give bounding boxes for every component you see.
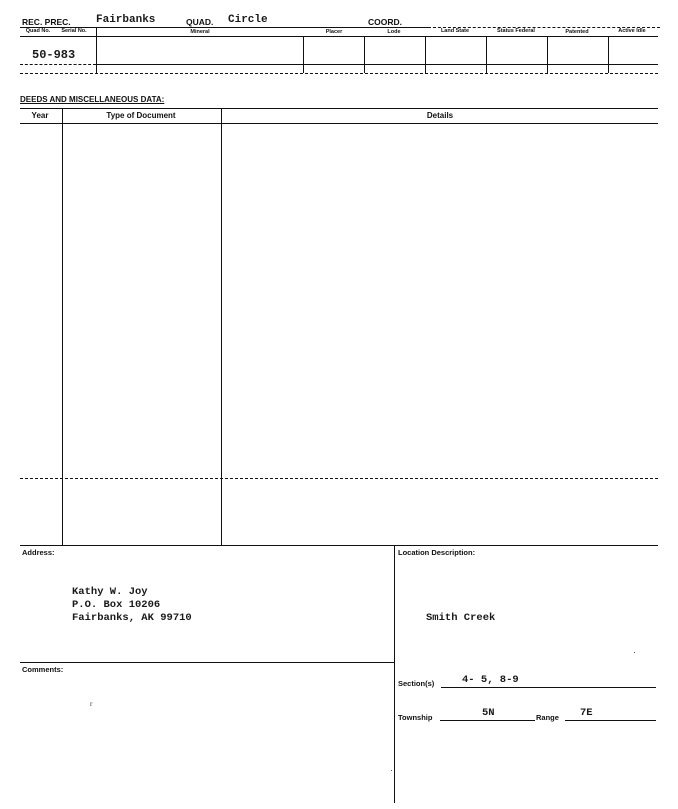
top-table-divider: [364, 36, 365, 73]
col-header-quad-no: Quad No.: [25, 28, 51, 34]
top-table-divider: [303, 36, 304, 73]
top-table-header-rule: [20, 36, 658, 37]
coord-label: COORD.: [368, 17, 402, 27]
address-line-3: Fairbanks, AK 99710: [72, 612, 192, 624]
township-value: 5N: [482, 707, 495, 719]
deeds-top-rule: [20, 108, 658, 109]
top-table-divider: [486, 36, 487, 73]
quad-serial-value: 50-983: [32, 48, 76, 62]
address-label: Address:: [22, 548, 55, 557]
top-table-row-dashed: [20, 64, 96, 65]
rec-prec-value: Fairbanks: [96, 14, 156, 26]
top-table-divider: [96, 27, 97, 73]
col-header-year: Year: [31, 111, 49, 120]
quad-value: Circle: [228, 14, 268, 26]
col-header-type-of-document: Type of Document: [106, 111, 176, 120]
deeds-dashed-rule: [20, 478, 658, 479]
sections-value: 4- 5, 8-9: [462, 674, 519, 686]
top-table-divider: [608, 36, 609, 73]
township-label: Township: [398, 713, 433, 722]
top-table-divider: [425, 36, 426, 73]
comments-label: Comments:: [22, 665, 64, 674]
township-underline: [440, 720, 535, 721]
col-header-status-federal: Status Federal: [497, 28, 535, 34]
deeds-header-rule: [20, 123, 658, 124]
sections-underline: [441, 687, 656, 688]
address-line-2: P.O. Box 10206: [72, 599, 161, 611]
scan-speck: [634, 652, 635, 653]
range-value: 7E: [580, 707, 593, 719]
col-header-details: Details: [426, 111, 454, 120]
deeds-section-title: DEEDS AND MISCELLANEOUS DATA:: [20, 95, 165, 104]
deeds-divider-year: [62, 108, 63, 545]
deeds-divider-type: [221, 108, 222, 545]
location-description-value: Smith Creek: [426, 612, 496, 624]
location-description-label: Location Description:: [398, 548, 476, 557]
col-header-placer: Placer: [325, 29, 343, 35]
bottom-section-rule: [20, 545, 658, 546]
col-header-serial-no: Serial No.: [61, 28, 87, 34]
comments-rule: [20, 662, 394, 663]
rec-prec-label: REC. PREC.: [22, 17, 71, 27]
col-header-patented: Patented: [565, 29, 589, 35]
quad-label: QUAD.: [186, 17, 214, 27]
col-header-lode: Lode: [387, 29, 401, 35]
sections-label: Section(s): [398, 679, 435, 688]
bottom-section-divider: [394, 545, 395, 803]
top-table-bottom-dashed: [20, 73, 658, 74]
col-header-mineral: Mineral: [190, 29, 210, 35]
comments-mark: r: [90, 700, 93, 708]
col-header-active-idle: Active Idle: [618, 28, 646, 34]
col-header-land-state: Land State: [440, 28, 470, 34]
range-label: Range: [536, 713, 559, 722]
address-line-1: Kathy W. Joy: [72, 586, 148, 598]
scan-speck: [391, 770, 392, 771]
range-underline: [565, 720, 656, 721]
top-table-row-rule: [96, 64, 658, 65]
top-table-divider: [547, 36, 548, 73]
